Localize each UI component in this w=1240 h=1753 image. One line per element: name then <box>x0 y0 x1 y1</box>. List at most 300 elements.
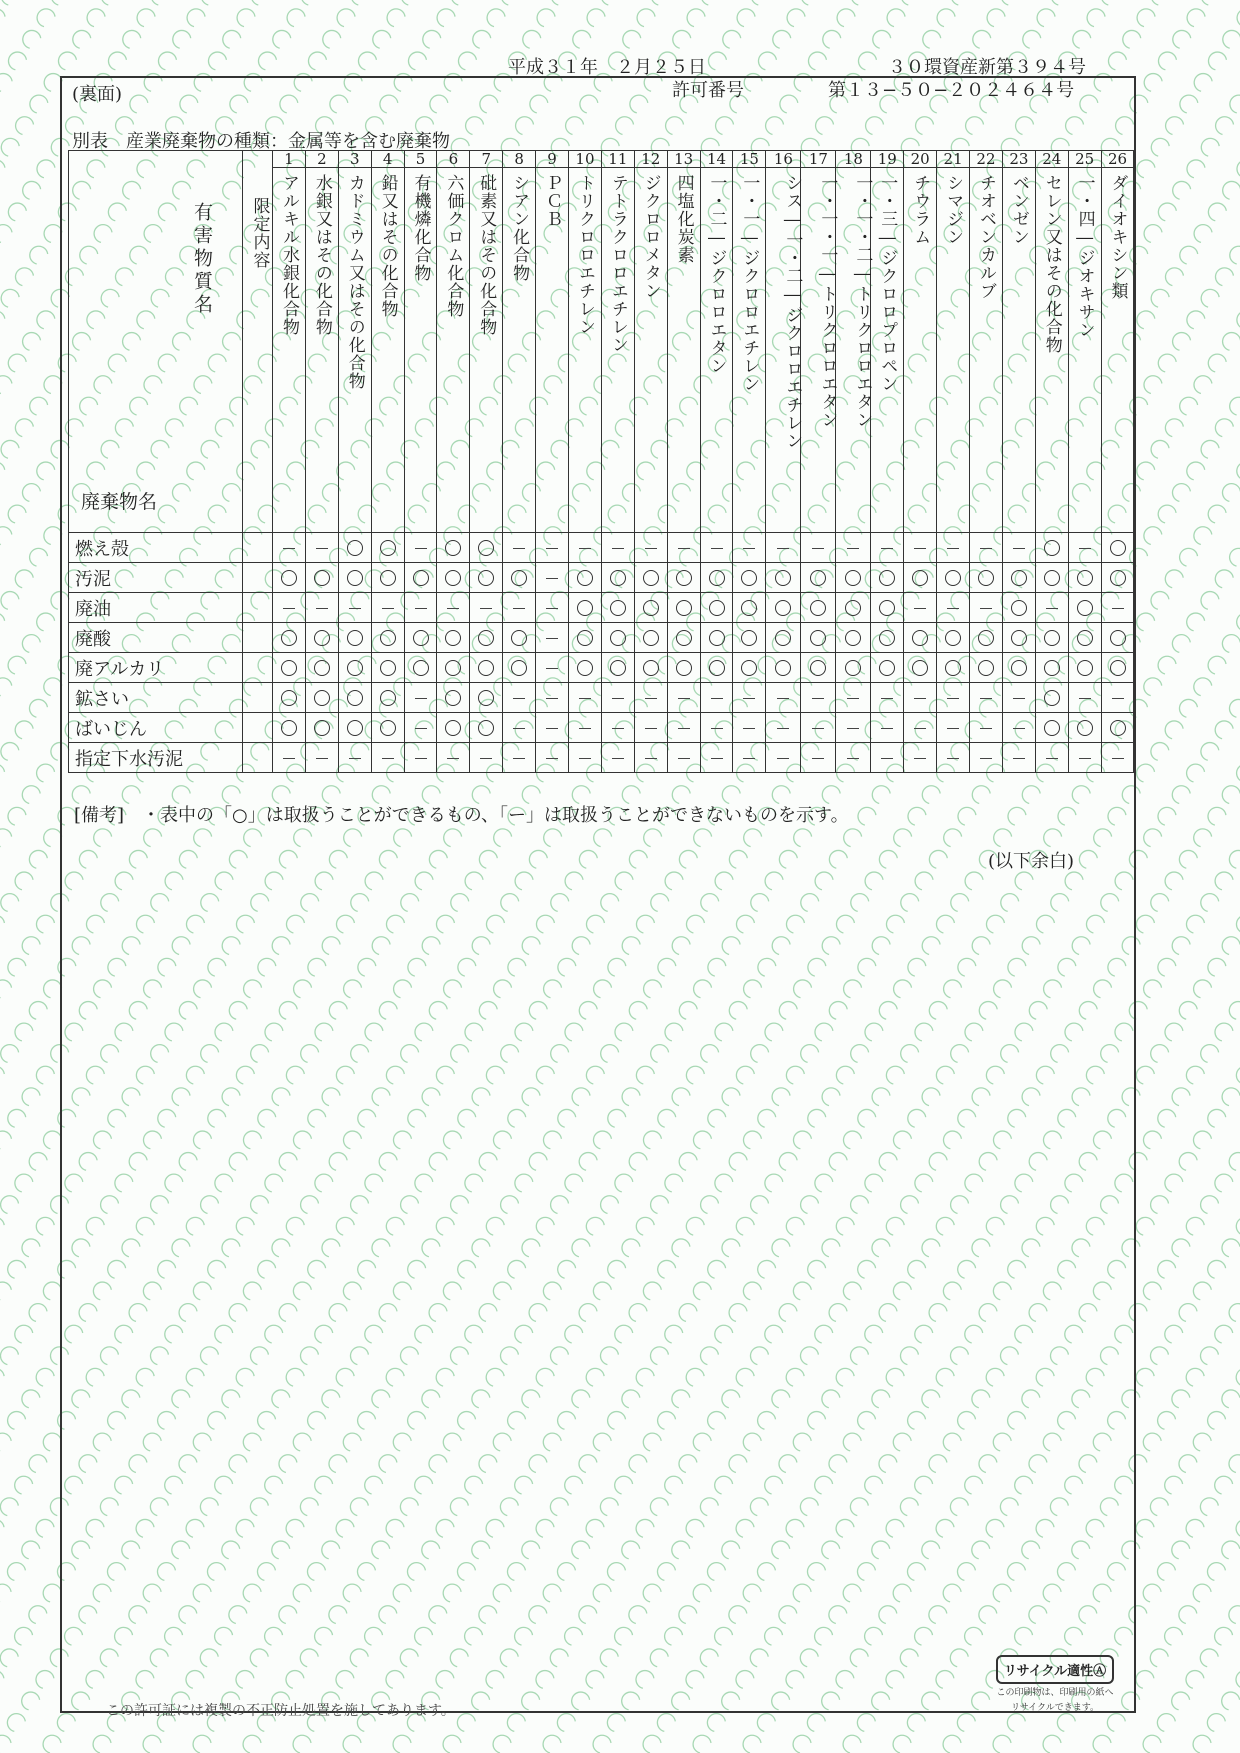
substance-axis-label: 有害物質名 <box>191 201 213 317</box>
allowed-mark <box>879 570 895 586</box>
column-number: 18 <box>836 151 871 168</box>
limit-cell <box>243 653 273 683</box>
substance-header <box>536 168 569 533</box>
status-cell <box>503 713 536 743</box>
status-cell <box>733 683 766 713</box>
status-cell <box>970 713 1003 743</box>
allowed-mark <box>413 630 429 646</box>
allowed-mark <box>912 570 928 586</box>
substance-header <box>1002 168 1035 533</box>
substance-name: トリクロロエチレン <box>574 174 595 336</box>
status-cell <box>273 593 306 623</box>
status-cell <box>1101 563 1134 593</box>
status-cell <box>470 653 503 683</box>
table-caption: 別表 産業廃棄物の種類：金属等を含む廃棄物 <box>72 131 450 152</box>
issue-date: 平成３１年 ２月２５日 <box>508 57 706 78</box>
not-allowed-mark <box>612 728 624 729</box>
allowed-mark <box>380 540 396 556</box>
not-allowed-mark <box>1112 758 1124 759</box>
status-cell <box>601 563 634 593</box>
status-cell <box>766 533 801 563</box>
status-cell <box>667 623 700 653</box>
status-cell <box>904 623 937 653</box>
status-cell <box>1068 653 1101 683</box>
status-cell <box>904 683 937 713</box>
status-cell <box>404 713 437 743</box>
status-cell <box>733 533 766 563</box>
substance-header <box>970 168 1003 533</box>
status-cell <box>601 713 634 743</box>
status-cell <box>836 653 871 683</box>
allowed-mark <box>281 690 297 706</box>
allowed-mark <box>978 570 994 586</box>
allowed-mark <box>1110 540 1126 556</box>
substance-name: 一・一・二―トリクロロエタン <box>852 174 873 429</box>
status-cell <box>338 593 371 623</box>
status-cell <box>1035 593 1068 623</box>
allowed-mark <box>314 630 330 646</box>
substance-name: 鉛又はその化合物 <box>377 174 398 318</box>
status-cell <box>766 623 801 653</box>
column-number: 7 <box>470 151 503 168</box>
status-cell <box>503 653 536 683</box>
status-cell <box>1035 623 1068 653</box>
allowed-mark <box>879 630 895 646</box>
status-cell <box>904 653 937 683</box>
status-cell <box>1035 653 1068 683</box>
allowed-mark <box>347 570 363 586</box>
status-cell <box>404 623 437 653</box>
status-cell <box>634 683 667 713</box>
status-cell <box>536 683 569 713</box>
status-cell <box>305 683 338 713</box>
status-cell <box>634 563 667 593</box>
status-cell <box>536 653 569 683</box>
column-number: 1 <box>273 151 306 168</box>
status-cell <box>1002 563 1035 593</box>
allowed-mark <box>347 720 363 736</box>
table-row <box>69 563 1134 593</box>
status-cell <box>437 683 470 713</box>
allowed-mark <box>577 570 593 586</box>
not-allowed-mark <box>612 698 624 699</box>
column-number: 17 <box>801 151 836 168</box>
substance-name: アルキル水銀化合物 <box>278 174 299 336</box>
substance-header <box>634 168 667 533</box>
waste-substance-table <box>68 150 1134 773</box>
status-cell <box>667 743 700 773</box>
status-cell <box>970 623 1003 653</box>
not-allowed-mark <box>546 578 558 579</box>
status-cell <box>437 743 470 773</box>
limit-cell <box>243 713 273 743</box>
status-cell <box>634 713 667 743</box>
allowed-mark <box>945 660 961 676</box>
not-allowed-mark <box>947 758 959 759</box>
status-cell <box>1002 713 1035 743</box>
status-cell <box>836 683 871 713</box>
allowed-mark <box>845 660 861 676</box>
status-cell <box>569 563 602 593</box>
status-cell <box>1101 623 1134 653</box>
permit-label: 許可番号 <box>672 80 744 101</box>
not-allowed-mark <box>711 548 723 549</box>
substance-name: 一・四―ジオキサン <box>1074 174 1095 339</box>
not-allowed-mark <box>947 698 959 699</box>
status-cell <box>601 593 634 623</box>
status-cell <box>536 743 569 773</box>
allowed-mark <box>845 630 861 646</box>
not-allowed-mark <box>546 548 558 549</box>
not-allowed-mark <box>711 698 723 699</box>
status-cell <box>437 653 470 683</box>
status-cell <box>536 533 569 563</box>
status-cell <box>437 623 470 653</box>
column-number: 13 <box>667 151 700 168</box>
substance-header <box>700 168 733 533</box>
not-allowed-mark <box>480 608 492 609</box>
allowed-mark <box>1011 570 1027 586</box>
status-cell <box>937 683 970 713</box>
status-cell <box>305 713 338 743</box>
status-cell <box>667 683 700 713</box>
allowed-mark <box>709 600 725 616</box>
table-row <box>69 713 1134 743</box>
allowed-mark <box>912 660 928 676</box>
allowed-mark <box>281 660 297 676</box>
status-cell <box>634 533 667 563</box>
table-row <box>69 653 1134 683</box>
allowed-mark <box>1077 630 1093 646</box>
allowed-mark <box>281 570 297 586</box>
substance-name: ベンゼン <box>1008 174 1029 246</box>
allowed-mark <box>511 630 527 646</box>
status-cell <box>503 683 536 713</box>
substance-name: 砒素又はその化合物 <box>476 174 497 336</box>
not-allowed-mark <box>914 608 926 609</box>
status-cell <box>733 623 766 653</box>
status-cell <box>836 713 871 743</box>
substance-header <box>904 168 937 533</box>
pattern-strand <box>1143 0 1240 1753</box>
allowed-mark <box>709 660 725 676</box>
status-cell <box>1035 533 1068 563</box>
allowed-mark <box>380 720 396 736</box>
not-allowed-mark <box>349 608 361 609</box>
limit-cell <box>243 623 273 653</box>
allowed-mark <box>845 570 861 586</box>
allowed-mark <box>478 540 494 556</box>
not-allowed-mark <box>743 728 755 729</box>
remarks-note: [備考] ・表中の「○」は取扱うことができるもの、「ー」は取扱うことができないものを示す。 <box>74 805 849 826</box>
status-cell <box>305 653 338 683</box>
not-allowed-mark <box>645 758 657 759</box>
allowed-mark <box>610 600 626 616</box>
status-cell <box>904 593 937 623</box>
status-cell <box>1101 713 1134 743</box>
status-cell <box>470 683 503 713</box>
status-cell <box>437 713 470 743</box>
column-number: 23 <box>1002 151 1035 168</box>
status-cell <box>536 713 569 743</box>
recycle-sub-1: この印刷物は、印刷用の紙へ <box>996 1688 1114 1698</box>
column-number: 3 <box>338 151 371 168</box>
not-allowed-mark <box>711 728 723 729</box>
allowed-mark <box>314 660 330 676</box>
not-allowed-mark <box>513 728 525 729</box>
column-number: 19 <box>871 151 904 168</box>
substance-name: 一・三―ジクロロプロペン <box>877 174 898 393</box>
column-number: 16 <box>766 151 801 168</box>
status-cell <box>634 593 667 623</box>
status-cell <box>836 533 871 563</box>
substance-header <box>470 168 503 533</box>
not-allowed-mark <box>1112 608 1124 609</box>
allowed-mark <box>478 570 494 586</box>
status-cell <box>836 563 871 593</box>
waste-name: 汚泥 <box>69 563 243 593</box>
status-cell <box>970 743 1003 773</box>
status-cell <box>1035 743 1068 773</box>
status-cell <box>601 533 634 563</box>
substance-name: 一・一―ジクロロエチレン <box>739 174 760 393</box>
not-allowed-mark <box>678 758 690 759</box>
status-cell <box>1068 593 1101 623</box>
substance-name: シマジン <box>943 174 964 246</box>
allowed-mark <box>347 630 363 646</box>
status-cell <box>871 533 904 563</box>
not-allowed-mark <box>316 758 328 759</box>
allowed-mark <box>380 630 396 646</box>
status-cell <box>569 713 602 743</box>
allowed-mark <box>1110 570 1126 586</box>
allowed-mark <box>912 630 928 646</box>
limit-cell <box>243 563 273 593</box>
allowed-mark <box>643 600 659 616</box>
status-cell <box>836 743 871 773</box>
allowed-mark <box>741 570 757 586</box>
not-allowed-mark <box>881 548 893 549</box>
allowed-mark <box>810 660 826 676</box>
allowed-mark <box>478 690 494 706</box>
status-cell <box>569 593 602 623</box>
permit-number: 第１３−５０−２０２４６４号 <box>828 80 1075 101</box>
allowed-mark <box>775 600 791 616</box>
status-cell <box>871 653 904 683</box>
substance-name: チオベンカルブ <box>975 174 996 300</box>
allowed-mark <box>741 660 757 676</box>
allowed-mark <box>1110 660 1126 676</box>
not-allowed-mark <box>1013 728 1025 729</box>
substance-header <box>937 168 970 533</box>
not-allowed-mark <box>579 698 591 699</box>
not-allowed-mark <box>415 548 427 549</box>
status-cell <box>801 623 836 653</box>
not-allowed-mark <box>743 698 755 699</box>
allowed-mark <box>945 630 961 646</box>
status-cell <box>305 563 338 593</box>
status-cell <box>801 563 836 593</box>
not-allowed-mark <box>1079 698 1091 699</box>
allowed-mark <box>1044 660 1060 676</box>
substance-name: 水銀又はその化合物 <box>311 174 332 336</box>
substance-header <box>801 168 836 533</box>
waste-name: 鉱さい <box>69 683 243 713</box>
status-cell <box>569 533 602 563</box>
not-allowed-mark <box>579 548 591 549</box>
not-allowed-mark <box>678 698 690 699</box>
status-cell <box>1002 623 1035 653</box>
status-cell <box>733 743 766 773</box>
limit-label: 限定内容 <box>249 197 270 269</box>
allowed-mark <box>1077 570 1093 586</box>
status-cell <box>338 653 371 683</box>
status-cell <box>569 743 602 773</box>
status-cell <box>1101 683 1134 713</box>
not-allowed-mark <box>382 758 394 759</box>
not-allowed-mark <box>546 638 558 639</box>
status-cell <box>273 623 306 653</box>
status-cell <box>1068 743 1101 773</box>
allowed-mark <box>1011 660 1027 676</box>
status-cell <box>404 533 437 563</box>
not-allowed-mark <box>914 728 926 729</box>
not-allowed-mark <box>847 758 859 759</box>
status-cell <box>937 623 970 653</box>
substance-header <box>601 168 634 533</box>
allowed-mark <box>1044 630 1060 646</box>
not-allowed-mark <box>415 758 427 759</box>
status-cell <box>801 713 836 743</box>
status-cell <box>371 653 404 683</box>
status-cell <box>503 563 536 593</box>
status-cell <box>503 743 536 773</box>
not-allowed-mark <box>777 758 789 759</box>
status-cell <box>404 593 437 623</box>
substance-name: 四塩化炭素 <box>673 174 694 264</box>
substance-header <box>667 168 700 533</box>
not-allowed-mark <box>546 758 558 759</box>
substance-name: シアン化合物 <box>509 174 530 282</box>
allowed-mark <box>1011 600 1027 616</box>
status-cell <box>470 593 503 623</box>
status-cell <box>871 623 904 653</box>
substance-name: 一・二―ジクロロエタン <box>706 174 727 375</box>
status-cell <box>970 683 1003 713</box>
allowed-mark <box>676 600 692 616</box>
substance-header <box>404 168 437 533</box>
side-label: (裏面) <box>72 84 123 105</box>
allowed-mark <box>643 660 659 676</box>
allowed-mark <box>1110 630 1126 646</box>
substance-header <box>371 168 404 533</box>
status-cell <box>273 533 306 563</box>
status-cell <box>700 683 733 713</box>
status-cell <box>871 743 904 773</box>
substance-header <box>766 168 801 533</box>
column-number: 24 <box>1035 151 1068 168</box>
status-cell <box>871 563 904 593</box>
allowed-mark <box>413 570 429 586</box>
status-cell <box>1002 653 1035 683</box>
status-cell <box>937 713 970 743</box>
not-allowed-mark <box>612 548 624 549</box>
status-cell <box>700 593 733 623</box>
status-cell <box>503 593 536 623</box>
status-cell <box>871 683 904 713</box>
column-number: 8 <box>503 151 536 168</box>
status-cell <box>470 533 503 563</box>
substance-name: 六価クロム化合物 <box>443 174 464 318</box>
waste-name: ばいじん <box>69 713 243 743</box>
status-cell <box>667 533 700 563</box>
waste-name: 指定下水汚泥 <box>69 743 243 773</box>
not-allowed-mark <box>881 728 893 729</box>
status-cell <box>404 653 437 683</box>
not-allowed-mark <box>579 728 591 729</box>
status-cell <box>470 623 503 653</box>
status-cell <box>1068 623 1101 653</box>
column-number: 21 <box>937 151 970 168</box>
not-allowed-mark <box>1013 758 1025 759</box>
substance-name: シス―一・二―ジクロロエチレン <box>782 174 803 450</box>
not-allowed-mark <box>1112 698 1124 699</box>
status-cell <box>601 653 634 683</box>
document-reference: ３０環資産新第３９４号 <box>888 57 1086 78</box>
status-cell <box>634 653 667 683</box>
not-allowed-mark <box>415 698 427 699</box>
allowed-mark <box>445 720 461 736</box>
allowed-mark <box>511 570 527 586</box>
status-cell <box>836 623 871 653</box>
recycle-mark <box>980 1655 1130 1714</box>
status-cell <box>700 743 733 773</box>
status-cell <box>871 593 904 623</box>
status-cell <box>1035 713 1068 743</box>
substance-header <box>338 168 371 533</box>
not-allowed-mark <box>743 758 755 759</box>
allowed-mark <box>741 600 757 616</box>
status-cell <box>667 713 700 743</box>
allowed-mark <box>775 660 791 676</box>
waste-name: 廃酸 <box>69 623 243 653</box>
substance-name: 有機燐化合物 <box>410 174 431 282</box>
allowed-mark <box>1110 720 1126 736</box>
allowed-mark <box>347 660 363 676</box>
substance-header <box>871 168 904 533</box>
end-of-content-note: (以下余白) <box>988 851 1075 872</box>
status-cell <box>569 653 602 683</box>
status-cell <box>1002 743 1035 773</box>
status-cell <box>801 743 836 773</box>
waste-axis-label: 廃棄物名 <box>81 490 158 513</box>
not-allowed-mark <box>678 548 690 549</box>
allowed-mark <box>610 660 626 676</box>
allowed-mark <box>347 540 363 556</box>
status-cell <box>937 743 970 773</box>
not-allowed-mark <box>980 608 992 609</box>
not-allowed-mark <box>612 758 624 759</box>
status-cell <box>970 533 1003 563</box>
not-allowed-mark <box>1013 698 1025 699</box>
allowed-mark <box>676 630 692 646</box>
status-cell <box>1035 563 1068 593</box>
status-cell <box>700 563 733 593</box>
status-cell <box>1101 533 1134 563</box>
status-cell <box>766 683 801 713</box>
not-allowed-mark <box>480 758 492 759</box>
allowed-mark <box>775 630 791 646</box>
